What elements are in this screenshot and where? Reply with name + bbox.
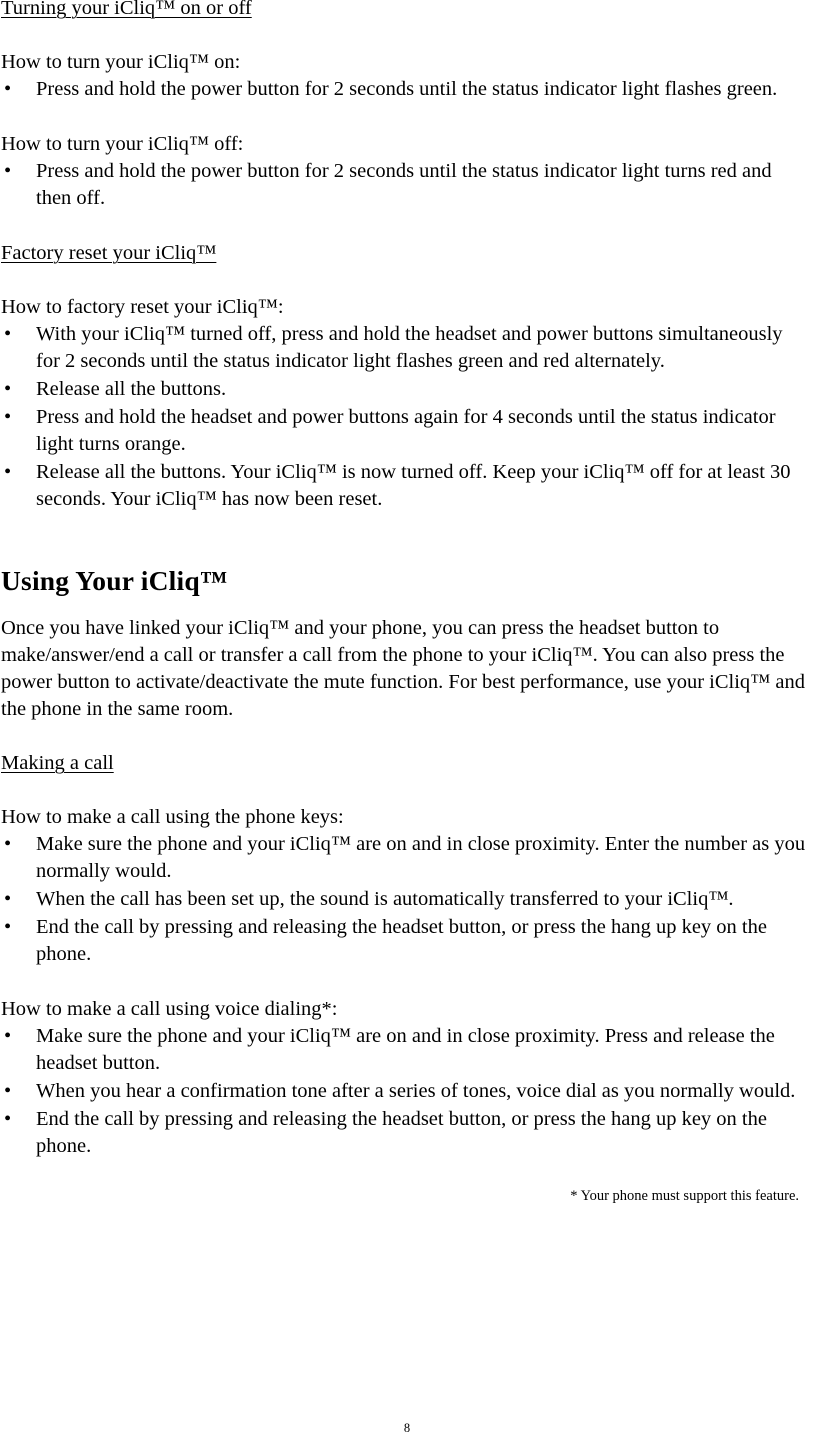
list-item bbox=[1, 76, 811, 103]
phone-keys-intro: How to make a call using the phone keys: bbox=[1, 806, 344, 828]
page-number: 8 bbox=[403, 1421, 411, 1435]
step-text: Press and hold the power button for 2 seconds until the status indicator light turns red and then off. bbox=[36, 160, 772, 209]
step-text: Make sure the phone and your iCliq™ are on and in close proximity. Press and release the headset button. bbox=[36, 1025, 775, 1074]
turning-on-off-heading: Turning your iCliq™ on or off bbox=[1, 0, 252, 19]
factory-reset-heading: Factory reset your iCliq™ bbox=[1, 242, 217, 264]
voice-dial-intro: How to make a call using voice dialing*: bbox=[1, 998, 338, 1020]
list-item bbox=[1, 321, 811, 375]
bullet-icon: • bbox=[4, 378, 12, 400]
step-text: Release all the buttons. Your iCliq™ is now turned off. Keep your iCliq™ off for at least 30 seconds. Your iCliq™ has now been reset. bbox=[36, 461, 791, 510]
list-item bbox=[1, 158, 811, 212]
bullet-icon: • bbox=[4, 833, 12, 855]
turn-on-steps bbox=[1, 76, 811, 103]
step-text: Release all the buttons. bbox=[36, 378, 227, 400]
list-item bbox=[1, 886, 811, 913]
bullet-icon: • bbox=[4, 461, 12, 483]
bullet-icon: • bbox=[4, 323, 12, 345]
step-text: End the call by pressing and releasing the headset button, or press the hang up key on the phone. bbox=[36, 1108, 767, 1157]
bullet-icon: • bbox=[4, 406, 12, 428]
phone-keys-steps bbox=[1, 831, 811, 968]
list-item bbox=[1, 831, 811, 885]
turn-on-intro: How to turn your iCliq™ on: bbox=[1, 51, 241, 73]
using-paragraph: Once you have linked your iCliq™ and your phone, you can press the headset button to make/answer/end a call or transfer a call from the phone to your iCliq™. You can also press the power button to activate/deactivate the mute function. For best performance, use your iCliq™ and the phone in the same room. bbox=[1, 617, 805, 720]
bullet-icon: • bbox=[4, 78, 12, 100]
list-item bbox=[1, 1023, 811, 1077]
step-text: Press and hold the power button for 2 seconds until the status indicator light flashes green. bbox=[36, 78, 778, 100]
turn-off-intro: How to turn your iCliq™ off: bbox=[1, 133, 244, 155]
voice-dial-steps bbox=[1, 1023, 811, 1160]
making-call-heading: Making a call bbox=[1, 752, 114, 774]
step-text: When you hear a confirmation tone after a series of tones, voice dial as you normally would. bbox=[36, 1080, 796, 1102]
step-text: With your iCliq™ turned off, press and hold the headset and power buttons simultaneously for 2 seconds until the status indicator light flashes green and red alternately. bbox=[36, 323, 783, 372]
turn-off-steps bbox=[1, 158, 811, 212]
bullet-icon: • bbox=[4, 1080, 12, 1102]
bullet-icon: • bbox=[4, 160, 12, 182]
factory-reset-steps bbox=[1, 321, 811, 513]
manual-page bbox=[1, 0, 811, 1210]
bullet-icon: • bbox=[4, 1108, 12, 1130]
step-text: Make sure the phone and your iCliq™ are on and in close proximity. Enter the number as you normally would. bbox=[36, 833, 806, 882]
list-item bbox=[1, 914, 811, 968]
step-text: When the call has been set up, the sound is automatically transferred to your iCliq™. bbox=[36, 888, 734, 910]
bullet-icon: • bbox=[4, 1025, 12, 1047]
using-section-title: Using Your iCliq™ bbox=[1, 565, 228, 596]
list-item bbox=[1, 1106, 811, 1160]
list-item bbox=[1, 376, 811, 403]
footnote: * Your phone must support this feature. bbox=[570, 1188, 799, 1204]
factory-reset-intro: How to factory reset your iCliq™: bbox=[1, 296, 284, 318]
list-item bbox=[1, 404, 811, 458]
list-item bbox=[1, 1078, 811, 1105]
bullet-icon: • bbox=[4, 888, 12, 910]
list-item bbox=[1, 459, 811, 513]
bullet-icon: • bbox=[4, 916, 12, 938]
step-text: End the call by pressing and releasing the headset button, or press the hang up key on the phone. bbox=[36, 916, 767, 965]
step-text: Press and hold the headset and power buttons again for 4 seconds until the status indicator light turns orange. bbox=[36, 406, 776, 455]
